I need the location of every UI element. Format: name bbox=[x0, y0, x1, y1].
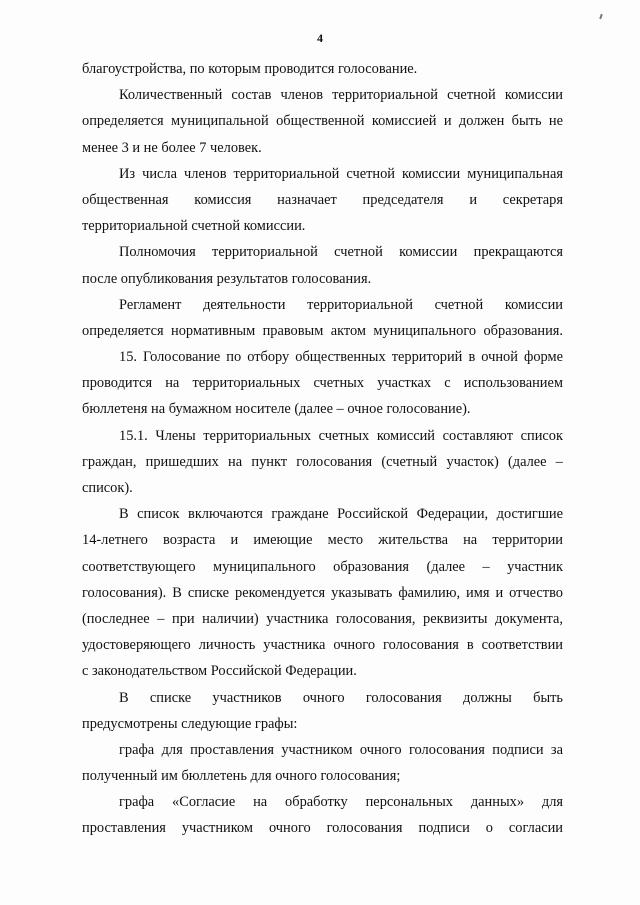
text-line: соответствующего муниципального образования (далее – участник bbox=[82, 558, 563, 575]
text-line: Полномочия территориальной счетной комиссии прекращаются bbox=[119, 244, 563, 261]
text-line: после опубликования результатов голосования. bbox=[82, 270, 372, 287]
text-line: Из числа членов территориальной счетной комиссии муниципальная bbox=[119, 165, 563, 182]
text-line: Регламент деятельности территориальной счетной комиссии bbox=[119, 296, 563, 313]
text-line: список). bbox=[82, 480, 133, 496]
text-line: граждан, пришедших на пункт голосования (счетный участок) (далее – bbox=[82, 453, 563, 470]
text-line: полученный им бюллетень для очного голосования; bbox=[82, 768, 401, 785]
page-number: 4 bbox=[317, 31, 323, 45]
text-line: 14-летнего возраста и имеющие место жительства на территории bbox=[82, 532, 563, 549]
text-line: удостоверяющего личность участника очного голосования в соответствии bbox=[82, 637, 563, 654]
text-line: предусмотрены следующие графы: bbox=[82, 715, 298, 732]
text-line: благоустройства, по которым проводится голосование. bbox=[82, 61, 418, 77]
text-line: (последнее – при наличии) участника голосования, реквизиты документа, bbox=[82, 610, 563, 627]
text-line: определяется нормативным правовым актом муниципального образования. bbox=[82, 322, 563, 339]
text-line: В список включаются граждане Российской Федерации, достигшие bbox=[119, 506, 563, 523]
text-line: 15. Голосование по отбору общественных территорий в очной форме bbox=[119, 349, 563, 366]
text-line: бюллетеня на бумажном носителе (далее – очное голосование). bbox=[82, 401, 471, 418]
text-line: проводится на территориальных счетных участках с использованием bbox=[82, 375, 563, 392]
text-line: графа «Согласие на обработку персональных данных» для bbox=[119, 794, 563, 811]
text-line: менее 3 и не более 7 человек. bbox=[82, 139, 262, 156]
text-line: общественная комиссия назначает председателя и секретаря bbox=[82, 191, 563, 208]
text-line: территориальной счетной комиссии. bbox=[82, 218, 306, 235]
body-text bbox=[82, 56, 563, 842]
text-line: с законодательством Российской Федерации. bbox=[82, 663, 357, 680]
text-line: В списке участников очного голосования должны быть bbox=[119, 689, 563, 706]
text-line: графа для проставления участником очного голосования подписи за bbox=[119, 741, 563, 758]
text-line: определяется муниципальной общественной комиссией и должен быть не bbox=[82, 113, 563, 130]
scan-mark bbox=[599, 14, 603, 19]
text-line: 15.1. Члены территориальных счетных комиссий составляют список bbox=[119, 427, 563, 444]
text-line: голосования). В списке рекомендуется указывать фамилию, имя и отчество bbox=[82, 584, 563, 601]
text-line: Количественный состав членов территориальной счетной комиссии bbox=[119, 87, 563, 104]
text-line: проставления участником очного голосования подписи о согласии bbox=[82, 820, 563, 837]
